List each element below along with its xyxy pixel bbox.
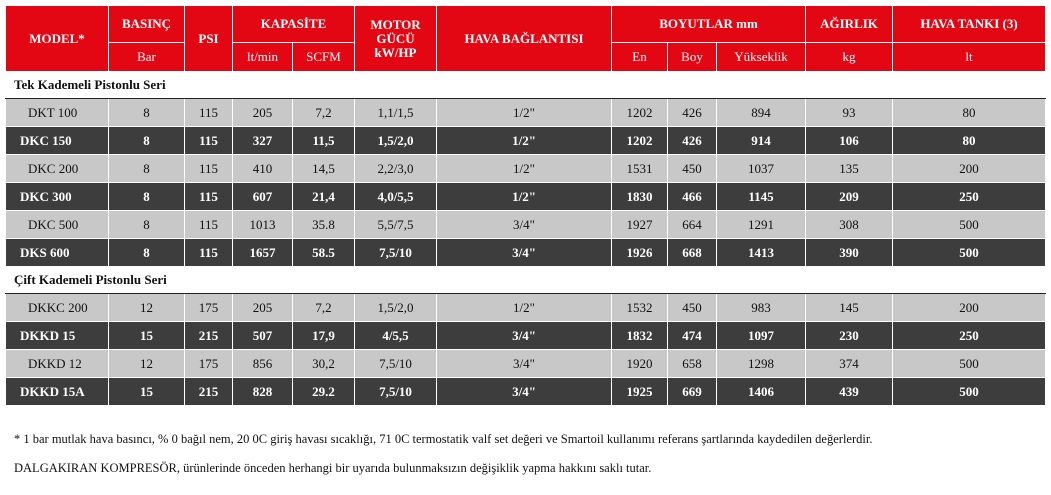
cell-model: DKKD 15 xyxy=(6,322,109,350)
cell-motor: 7,5/10 xyxy=(355,350,437,378)
cell-lt-min: 856 xyxy=(233,350,293,378)
header-yukseklik: Yükseklik xyxy=(717,43,806,72)
table-row xyxy=(6,155,1046,183)
cell-motor: 4,0/5,5 xyxy=(355,183,437,211)
cell-en: 1202 xyxy=(612,99,668,127)
cell-psi: 215 xyxy=(185,378,233,406)
cell-boy: 450 xyxy=(668,294,717,322)
cell-scfm: 21,4 xyxy=(293,183,355,211)
cell-tank: 500 xyxy=(893,378,1046,406)
cell-tank: 250 xyxy=(893,183,1046,211)
cell-motor: 1,5/2,0 xyxy=(355,127,437,155)
cell-yuk: 1291 xyxy=(717,211,806,239)
cell-scfm: 58.5 xyxy=(293,239,355,267)
cell-lt-min: 1657 xyxy=(233,239,293,267)
cell-motor: 4/5,5 xyxy=(355,322,437,350)
header-boy: Boy xyxy=(668,43,717,72)
header-model: MODEL* xyxy=(6,6,109,72)
cell-conn: 1/2" xyxy=(437,99,612,127)
cell-bar: 12 xyxy=(109,294,185,322)
cell-boy: 466 xyxy=(668,183,717,211)
cell-lt-min: 1013 xyxy=(233,211,293,239)
cell-tank: 80 xyxy=(893,99,1046,127)
cell-boy: 426 xyxy=(668,99,717,127)
cell-yuk: 914 xyxy=(717,127,806,155)
cell-kg: 374 xyxy=(806,350,893,378)
header-scfm: SCFM xyxy=(293,43,355,72)
header-lt: lt xyxy=(893,43,1046,72)
header-motor-line2: GÜCÜ xyxy=(376,30,415,46)
cell-boy: 658 xyxy=(668,350,717,378)
header-agirlik: AĞIRLIK xyxy=(806,6,893,43)
cell-en: 1830 xyxy=(612,183,668,211)
cell-bar: 8 xyxy=(109,211,185,239)
cell-kg: 145 xyxy=(806,294,893,322)
cell-en: 1532 xyxy=(612,294,668,322)
cell-yuk: 1406 xyxy=(717,378,806,406)
header-hava-tanki: HAVA TANKI (3) xyxy=(893,6,1046,43)
cell-en: 1925 xyxy=(612,378,668,406)
table-row xyxy=(6,322,1046,350)
table-row xyxy=(6,99,1046,127)
cell-motor: 1,5/2,0 xyxy=(355,294,437,322)
cell-en: 1531 xyxy=(612,155,668,183)
cell-conn: 1/2" xyxy=(437,127,612,155)
cell-boy: 668 xyxy=(668,239,717,267)
cell-boy: 474 xyxy=(668,322,717,350)
cell-model: DKC 500 xyxy=(6,211,109,239)
cell-conn: 3/4" xyxy=(437,239,612,267)
cell-psi: 115 xyxy=(185,99,233,127)
header-hava-baglantisi: HAVA BAĞLANTISI xyxy=(437,6,612,72)
header-basinc: BASINÇ xyxy=(109,6,185,43)
cell-yuk: 983 xyxy=(717,294,806,322)
footnote: * 1 bar mutlak hava basıncı, % 0 bağıl nem, 20 0C giriş havası sıcaklığı, 71 0C termostatik valf set değeri ve Smartoil kullanımı referans şartlarında kaydedilen değerlerdir. xyxy=(14,432,873,446)
cell-psi: 215 xyxy=(185,322,233,350)
cell-lt-min: 607 xyxy=(233,183,293,211)
cell-bar: 15 xyxy=(109,322,185,350)
cell-conn: 3/4" xyxy=(437,211,612,239)
cell-en: 1927 xyxy=(612,211,668,239)
header-psi: PSI xyxy=(185,6,233,72)
cell-scfm: 35.8 xyxy=(293,211,355,239)
cell-conn: 3/4" xyxy=(437,378,612,406)
cell-tank: 500 xyxy=(893,239,1046,267)
cell-kg: 93 xyxy=(806,99,893,127)
cell-motor: 5,5/7,5 xyxy=(355,211,437,239)
cell-psi: 115 xyxy=(185,155,233,183)
header-en: En xyxy=(612,43,668,72)
cell-scfm: 7,2 xyxy=(293,99,355,127)
cell-lt-min: 507 xyxy=(233,322,293,350)
cell-conn: 1/2" xyxy=(437,183,612,211)
header-motor-line3: kW/HP xyxy=(374,44,417,60)
table-row xyxy=(6,378,1046,406)
cell-psi: 175 xyxy=(185,294,233,322)
section-title: Tek Kademeli Pistonlu Seri xyxy=(6,72,1046,99)
table-row xyxy=(6,350,1046,378)
cell-tank: 500 xyxy=(893,350,1046,378)
cell-lt-min: 828 xyxy=(233,378,293,406)
cell-model: DKKC 200 xyxy=(6,294,109,322)
cell-psi: 115 xyxy=(185,211,233,239)
table-row xyxy=(6,211,1046,239)
cell-lt-min: 410 xyxy=(233,155,293,183)
cell-boy: 450 xyxy=(668,155,717,183)
cell-yuk: 1145 xyxy=(717,183,806,211)
cell-yuk: 1298 xyxy=(717,350,806,378)
cell-yuk: 1413 xyxy=(717,239,806,267)
cell-psi: 115 xyxy=(185,127,233,155)
cell-boy: 664 xyxy=(668,211,717,239)
cell-boy: 669 xyxy=(668,378,717,406)
header-motor-line1: MOTOR xyxy=(370,16,421,32)
cell-tank: 500 xyxy=(893,211,1046,239)
notes xyxy=(14,432,872,490)
cell-motor: 7,5/10 xyxy=(355,239,437,267)
cell-scfm: 30,2 xyxy=(293,350,355,378)
cell-kg: 439 xyxy=(806,378,893,406)
cell-lt-min: 205 xyxy=(233,294,293,322)
cell-model: DKKD 12 xyxy=(6,350,109,378)
cell-tank: 200 xyxy=(893,294,1046,322)
cell-model: DKC 150 xyxy=(6,127,109,155)
cell-psi: 175 xyxy=(185,350,233,378)
header-bar: Bar xyxy=(109,43,185,72)
header-lt-min: lt/min xyxy=(233,43,293,72)
cell-tank: 200 xyxy=(893,155,1046,183)
cell-en: 1926 xyxy=(612,239,668,267)
cell-conn: 3/4" xyxy=(437,350,612,378)
cell-lt-min: 327 xyxy=(233,127,293,155)
cell-bar: 8 xyxy=(109,99,185,127)
cell-motor: 7,5/10 xyxy=(355,378,437,406)
cell-en: 1832 xyxy=(612,322,668,350)
cell-scfm: 14,5 xyxy=(293,155,355,183)
cell-bar: 8 xyxy=(109,183,185,211)
cell-motor: 1,1/1,5 xyxy=(355,99,437,127)
cell-kg: 390 xyxy=(806,239,893,267)
cell-scfm: 11,5 xyxy=(293,127,355,155)
section-header xyxy=(6,267,1046,294)
cell-kg: 308 xyxy=(806,211,893,239)
section-title: Çift Kademeli Pistonlu Seri xyxy=(6,267,1046,294)
table-row xyxy=(6,239,1046,267)
cell-model: DKC 200 xyxy=(6,155,109,183)
cell-bar: 8 xyxy=(109,127,185,155)
table-row xyxy=(6,183,1046,211)
cell-conn: 1/2" xyxy=(437,155,612,183)
cell-boy: 426 xyxy=(668,127,717,155)
header-kapasite: KAPASİTE xyxy=(233,6,355,43)
section-header xyxy=(6,72,1046,99)
cell-kg: 209 xyxy=(806,183,893,211)
cell-yuk: 894 xyxy=(717,99,806,127)
cell-lt-min: 205 xyxy=(233,99,293,127)
cell-model: DKKD 15A xyxy=(6,378,109,406)
cell-tank: 80 xyxy=(893,127,1046,155)
cell-tank: 250 xyxy=(893,322,1046,350)
cell-en: 1920 xyxy=(612,350,668,378)
cell-bar: 12 xyxy=(109,350,185,378)
cell-kg: 106 xyxy=(806,127,893,155)
table-row xyxy=(6,294,1046,322)
header-kg: kg xyxy=(806,43,893,72)
cell-bar: 8 xyxy=(109,239,185,267)
compressor-spec-table xyxy=(5,5,1046,406)
cell-bar: 8 xyxy=(109,155,185,183)
header-motor xyxy=(355,6,437,72)
cell-yuk: 1097 xyxy=(717,322,806,350)
cell-scfm: 7,2 xyxy=(293,294,355,322)
cell-model: DKC 300 xyxy=(6,183,109,211)
cell-psi: 115 xyxy=(185,239,233,267)
cell-scfm: 17,9 xyxy=(293,322,355,350)
cell-kg: 230 xyxy=(806,322,893,350)
cell-kg: 135 xyxy=(806,155,893,183)
cell-psi: 115 xyxy=(185,183,233,211)
table-row xyxy=(6,127,1046,155)
table-body xyxy=(6,72,1046,406)
disclaimer: DALGAKIRAN KOMPRESÖR, ürünlerinde önceden herhangi bir uyarıda bulunmaksızın değişiklik yapma hakkını saklı tutar. xyxy=(14,461,652,475)
cell-yuk: 1037 xyxy=(717,155,806,183)
cell-conn: 3/4" xyxy=(437,322,612,350)
cell-conn: 1/2" xyxy=(437,294,612,322)
cell-model: DKT 100 xyxy=(6,99,109,127)
cell-scfm: 29.2 xyxy=(293,378,355,406)
cell-en: 1202 xyxy=(612,127,668,155)
cell-motor: 2,2/3,0 xyxy=(355,155,437,183)
cell-model: DKS 600 xyxy=(6,239,109,267)
cell-bar: 15 xyxy=(109,378,185,406)
header-boyutlar: BOYUTLAR mm xyxy=(612,6,806,43)
